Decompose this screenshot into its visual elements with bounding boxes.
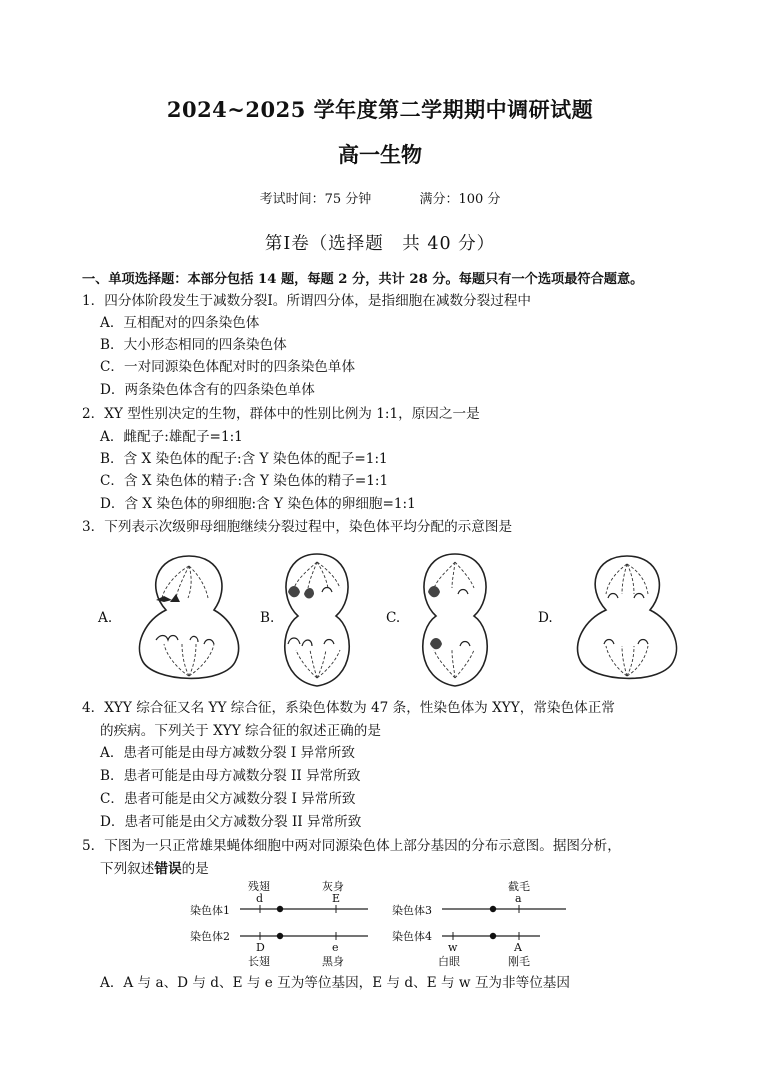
question-3-figures bbox=[90, 548, 690, 693]
question-4-option-d: D．患者可能是由父方减数分裂 II 异常所致 bbox=[100, 814, 362, 830]
question-1-option-a: A．互相配对的四条染色体 bbox=[100, 315, 260, 331]
exam-meta bbox=[0, 188, 760, 207]
question-4-option-c: C．患者可能是由父方减数分裂 I 异常所致 bbox=[100, 791, 356, 807]
gene-D: D bbox=[256, 941, 265, 954]
chr4-label: 染色体4 bbox=[392, 930, 432, 943]
question-4-option-a: A．患者可能是由母方减数分裂 I 异常所致 bbox=[100, 745, 355, 761]
gene-jiemao: 截毛 bbox=[508, 880, 530, 893]
question-5-option-a: A．A 与 a、D 与 d、E 与 e 互为等位基因，E 与 d、E 与 w 互为非等位基因 bbox=[100, 975, 570, 991]
gene-d: d bbox=[256, 892, 264, 905]
figure-label-a: A. bbox=[98, 610, 113, 626]
gene-w: w bbox=[448, 941, 458, 954]
gene-heishen: 黑身 bbox=[322, 955, 344, 968]
figure-label-d: D. bbox=[538, 610, 553, 626]
exam-score: 满分：100 分 bbox=[419, 192, 501, 207]
figure-label-c: C. bbox=[386, 610, 401, 626]
question-2-option-c: C．含 X 染色体的精子:含 Y 染色体的精子=1:1 bbox=[100, 473, 389, 489]
question-2-option-d: D．含 X 染色体的卵细胞:含 Y 染色体的卵细胞=1:1 bbox=[100, 496, 416, 512]
question-4-stem-line1: 4．XYY 综合征又名 YY 综合征，系染色体数为 47 条，性染色体为 XYY，常染色体正常 bbox=[82, 700, 615, 716]
cell-figure-b bbox=[272, 548, 362, 693]
stem-text-2: 的是 bbox=[181, 861, 209, 877]
chromosome-gene-diagram bbox=[190, 878, 580, 970]
section-title: 第Ⅰ卷（选择题 共 40 分） bbox=[264, 234, 496, 254]
stem-emphasis: 错误 bbox=[154, 861, 182, 877]
exam-time: 考试时间：75 分钟 bbox=[259, 192, 372, 207]
cell-figure-a bbox=[126, 548, 252, 693]
question-4-option-b: B．患者可能是由母方减数分裂 II 异常所致 bbox=[100, 768, 361, 784]
chr4-centromere bbox=[490, 933, 496, 939]
chr2-label: 染色体2 bbox=[190, 930, 230, 943]
chr1-centromere bbox=[277, 906, 283, 912]
question-1-option-d: D．两条染色体含有的四条染色单体 bbox=[100, 382, 315, 398]
gene-a: a bbox=[515, 892, 522, 905]
chr3-label: 染色体3 bbox=[392, 904, 432, 917]
question-2-option-a: A．雌配子:雄配子=1:1 bbox=[100, 429, 243, 445]
chr3-centromere bbox=[490, 906, 496, 912]
cell-figure-d bbox=[564, 548, 690, 693]
stem-text-1: 下列叙述 bbox=[100, 861, 155, 877]
cell-figure-c bbox=[408, 548, 502, 693]
question-5-stem-line1: 5．下图为一只正常雄果蝇体细胞中两对同源染色体上部分基因的分布示意图。据图分析， bbox=[82, 838, 621, 854]
section-instruction: 一、单项选择题：本部分包括 14 题，每题 2 分，共计 28 分。每题只有一个选项最符合题意。 bbox=[82, 272, 644, 287]
question-2-stem: 2．XY 型性别决定的生物，群体中的性别比例为 1:1，原因之一是 bbox=[82, 406, 480, 422]
question-1-option-c: C．一对同源染色体配对时的四条染色单体 bbox=[100, 359, 356, 375]
gene-e: e bbox=[332, 941, 339, 954]
question-2-option-b: B．含 X 染色体的配子:含 Y 染色体的配子=1:1 bbox=[100, 451, 388, 467]
gene-baiyan: 白眼 bbox=[438, 955, 460, 968]
question-1-stem: 1．四分体阶段发生于减数分裂Ⅰ。所谓四分体，是指细胞在减数分裂过程中 bbox=[82, 293, 532, 309]
chr2-centromere bbox=[277, 933, 283, 939]
question-3-stem: 3．下列表示次级卵母细胞继续分裂过程中，染色体平均分配的示意图是 bbox=[82, 519, 513, 535]
gene-A: A bbox=[514, 941, 522, 954]
exam-subject: 高一生物 bbox=[338, 142, 422, 167]
exam-title: 2024~2025 学年度第二学期期中调研试题 bbox=[166, 97, 594, 122]
gene-cancy: 残翅 bbox=[248, 880, 270, 893]
question-5-stem-line2 bbox=[100, 860, 209, 878]
gene-huishen: 灰身 bbox=[322, 880, 344, 893]
chr1-label: 染色体1 bbox=[190, 904, 230, 917]
figure-label-b: B. bbox=[260, 610, 275, 626]
gene-E: E bbox=[332, 892, 341, 905]
question-4-stem-line2: 的疾病。下列关于 XYY 综合征的叙述正确的是 bbox=[100, 723, 381, 739]
gene-changchi: 长翅 bbox=[248, 955, 270, 968]
gene-gangmao: 刚毛 bbox=[508, 955, 530, 968]
question-1-option-b: B．大小形态相同的四条染色体 bbox=[100, 337, 287, 353]
